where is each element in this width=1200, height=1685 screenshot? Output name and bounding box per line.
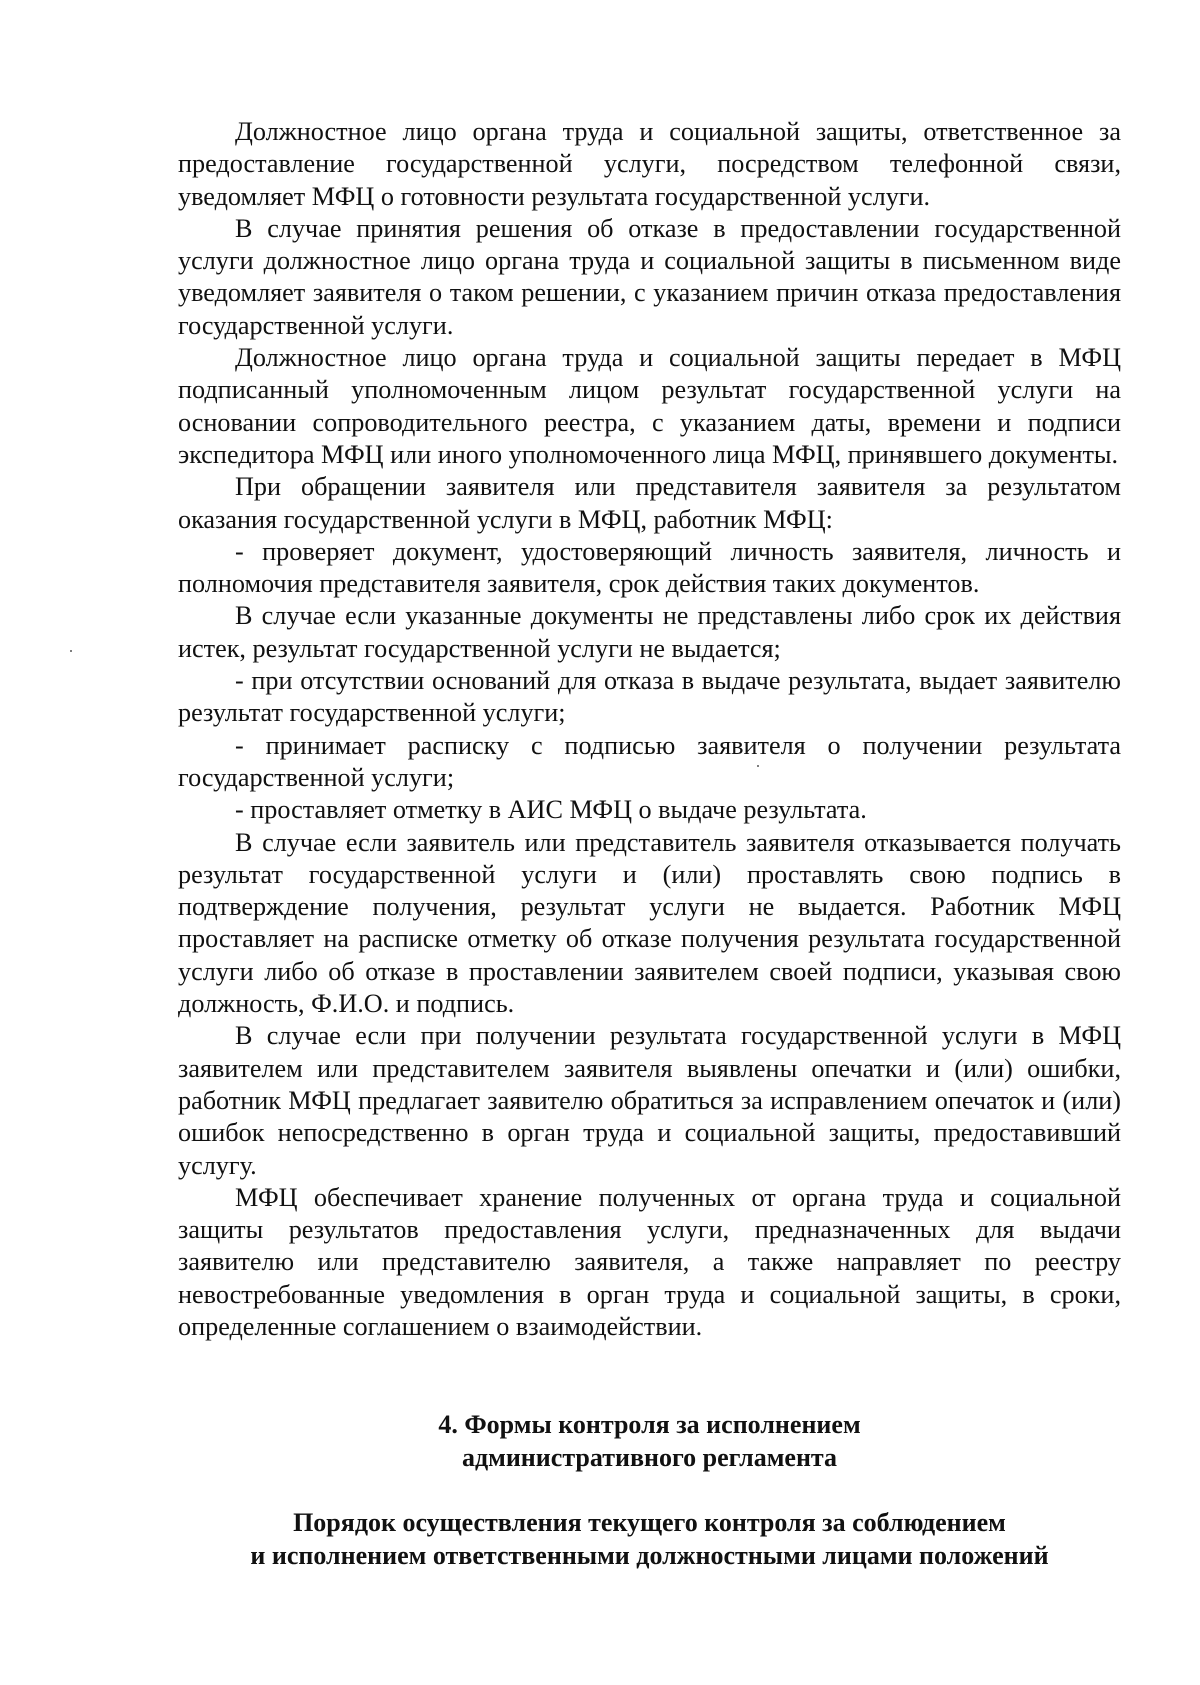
list-item-paragraph: - принимает расписку с подписью заявителя о получении результата государственной услуги; [178,730,1121,792]
paragraph: При обращении заявителя или представителя заявителя за результатом оказания государственной услуги в МФЦ, работник МФЦ: [178,472,1121,534]
scan-speck [70,650,72,652]
paragraph: МФЦ обеспечивает хранение полученных от органа труда и социальной защиты результатов предоставления услуги, предназначенных для выдачи заявителю или представителю заявителя, а также направляет по реестру невостребованные уведомления в орган труда и социальной защиты, в сроки, определенные соглашением о взаимодействии. [178,1182,1121,1341]
scan-speck [757,765,759,767]
section-heading-line: 4. Формы контроля за исполнением [438,1410,861,1439]
subsection-heading [178,1506,1121,1572]
list-item-paragraph: - при отсутствии оснований для отказа в выдаче результата, выдает заявителю результат государственной услуги; [178,666,1121,728]
paragraph: Должностное лицо органа труда и социальной защиты передает в МФЦ подписанный уполномоченным лицом результат государственной услуги на основании сопроводительного реестра, с указанием даты, времени и подписи экспедитора МФЦ или иного уполномоченного лица МФЦ, принявшего документы. [178,343,1121,469]
paragraph: В случае если указанные документы не представлены либо срок их действия истек, результат государственной услуги не выдается; [178,601,1121,663]
subsection-heading-line: Порядок осуществления текущего контроля за соблюдением [293,1508,1006,1537]
document-body [178,116,1121,1343]
section-heading-line: административного регламента [461,1443,838,1472]
section-heading [178,1408,1121,1474]
paragraph: Должностное лицо органа труда и социальной защиты, ответственное за предоставление государственной услуги, посредством телефонной связи, уведомляет МФЦ о готовности результата государственной услуги. [178,117,1121,211]
list-item-paragraph: - проверяет документ, удостоверяющий личность заявителя, личность и полномочия представителя заявителя, срок действия таких документов. [178,536,1121,599]
subsection-heading-line: и исполнением ответственными должностными лицами положений [250,1541,1049,1570]
list-item-paragraph: - проставляет отметку в АИС МФЦ о выдаче результата. [235,795,867,825]
paragraph: В случае если при получении результата государственной услуги в МФЦ заявителем или представителем заявителя выявлены опечатки и (или) ошибки, работник МФЦ предлагает заявителю обратиться за исправлением опечаток и (или) ошибок непосредственно в орган труда и социальной защиты, предоставивший услугу. [178,1021,1121,1180]
paragraph: В случае принятия решения об отказе в предоставлении государственной услуги должностное лицо органа труда и социальной защиты в письменном виде уведомляет заявителя о таком решении, с указанием причин отказа предоставления государственной услуги. [178,213,1121,340]
paragraph: В случае если заявитель или представитель заявителя отказывается получать результат государственной услуги и (или) проставлять свою подпись в подтверждение получения, результат услуги не выдается. Работник МФЦ проставляет на расписке отметку об отказе получения результата государственной услуги либо об отказе в проставлении заявителем своей подписи, указывая свою должность, Ф.И.О. и подпись. [178,827,1121,1019]
